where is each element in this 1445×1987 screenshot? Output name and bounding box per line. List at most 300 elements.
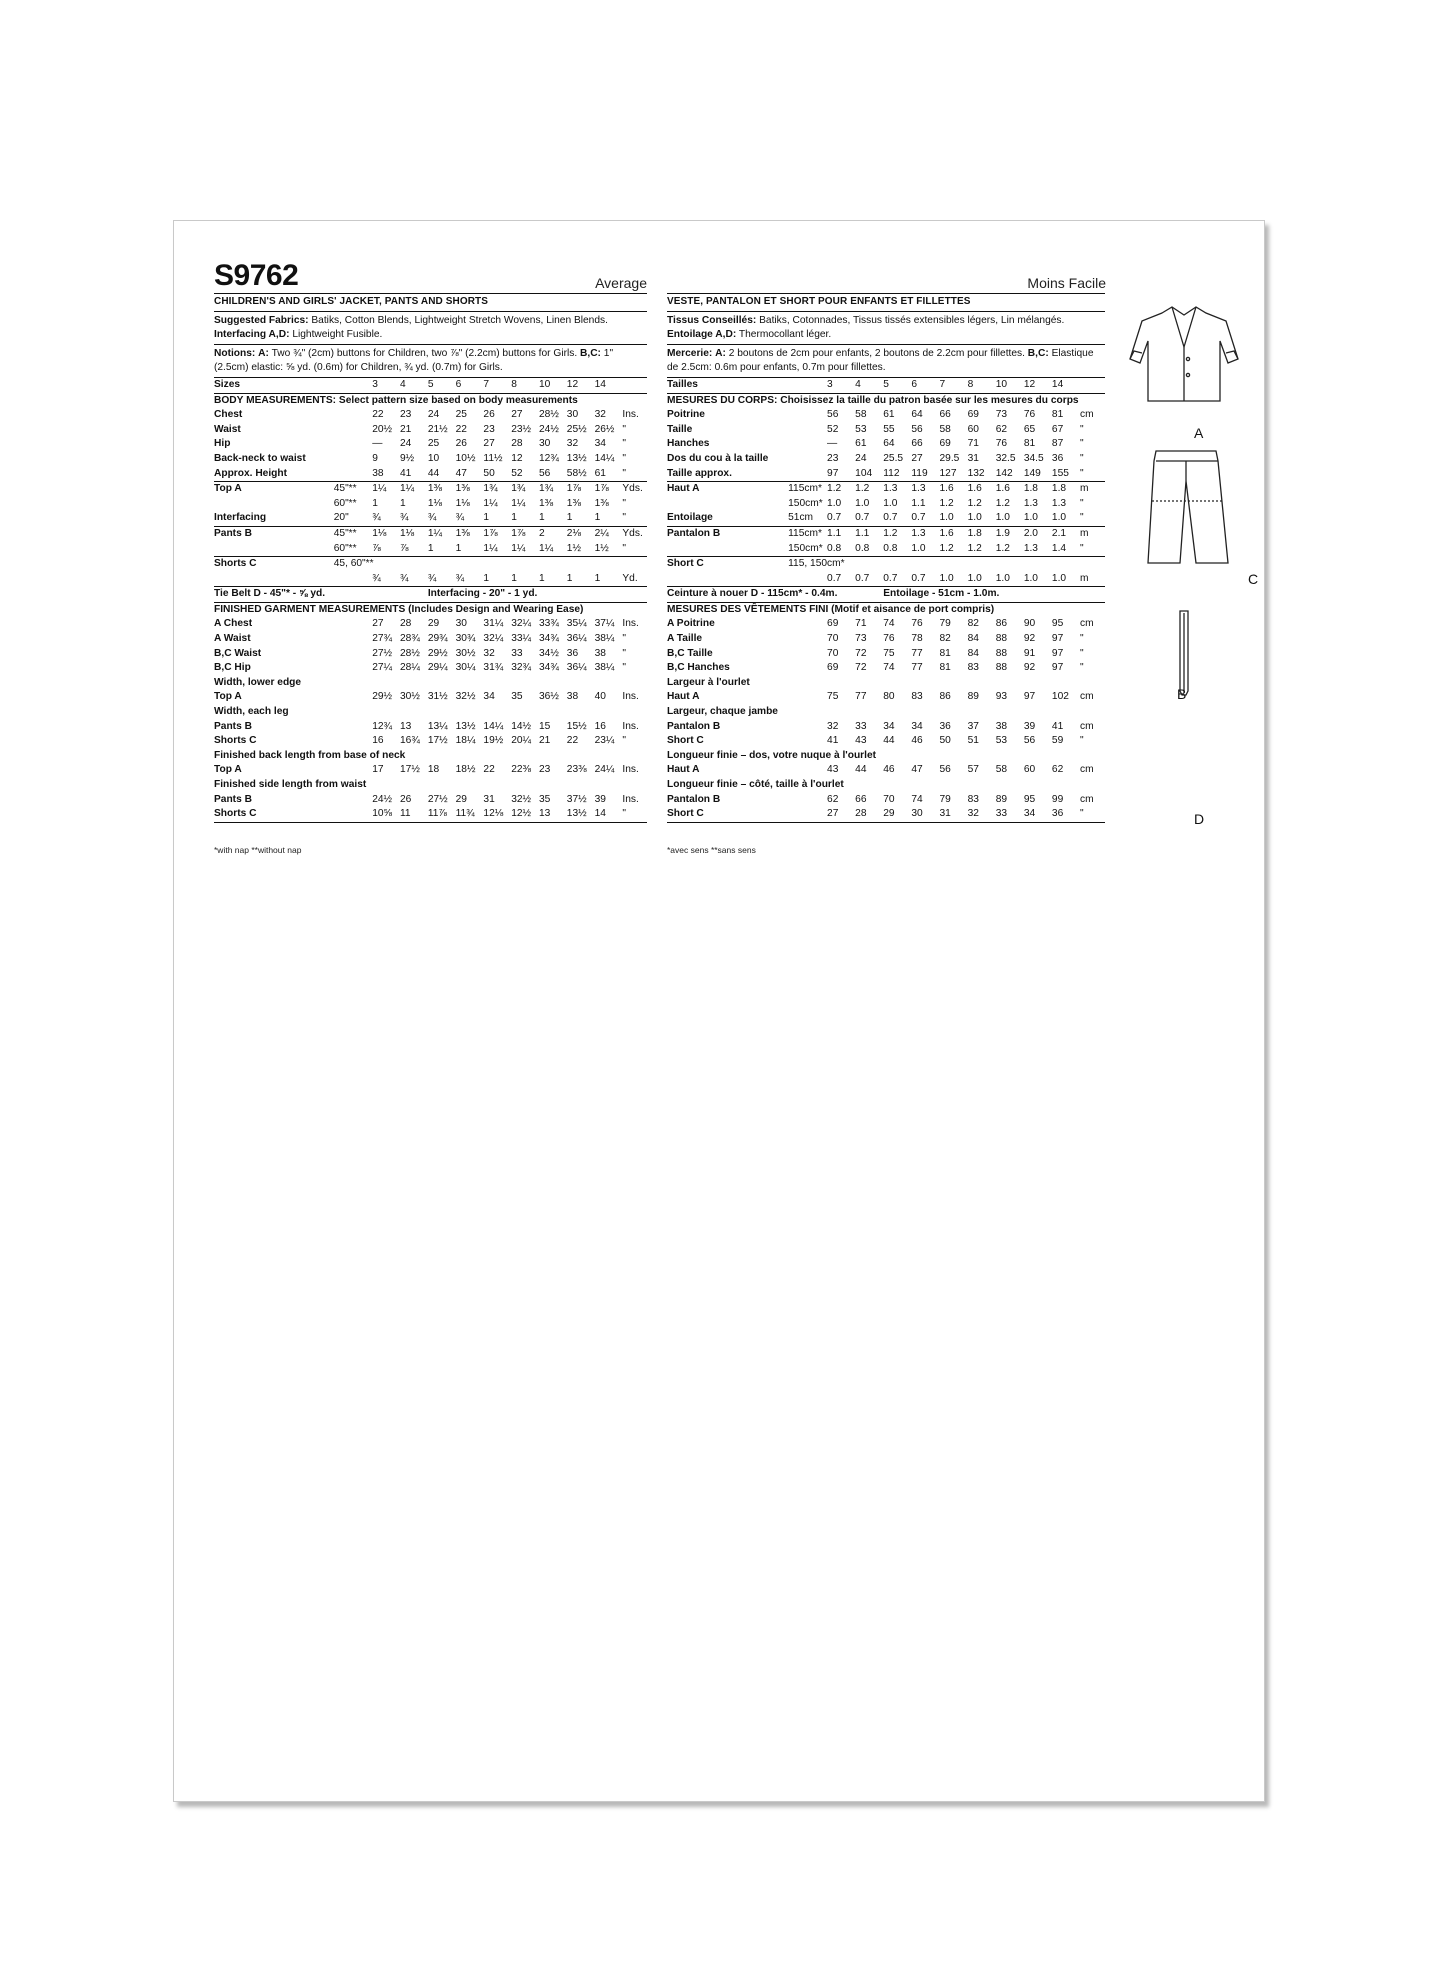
finished-row-value	[567, 676, 595, 691]
yardage-row-label	[214, 497, 334, 512]
notions-a-label: A:	[715, 347, 726, 359]
body-row-value: 21	[400, 423, 412, 435]
finished-row-value: 76	[911, 618, 923, 630]
body-row-value: 24	[400, 438, 412, 450]
finished-row-label: Longueur finie – côté, taille à l'ourlet	[667, 779, 844, 790]
yardage-row	[214, 482, 647, 497]
finished-row	[667, 617, 1105, 632]
body-row-unit: "	[622, 423, 627, 435]
finished-row-value	[968, 749, 996, 764]
body-row-sub	[788, 408, 827, 423]
body-row-value: 23	[400, 409, 412, 421]
finished-row-value: 88	[995, 662, 1008, 674]
yardage-row-label: Pants B	[214, 527, 252, 539]
finished-row-value: 28½	[400, 647, 420, 659]
finished-row-value: 70	[883, 793, 895, 805]
yardage-row-sub: 60"**	[333, 497, 357, 509]
finished-row-value: 31	[939, 808, 951, 820]
finished-row-value: 33	[995, 808, 1008, 820]
finished-row-sub	[788, 734, 827, 749]
yardage-row-unit: "	[622, 542, 627, 554]
finished-row-value: 17½	[400, 764, 420, 776]
body-row	[214, 467, 647, 482]
finished-row-unit: Ins.	[622, 720, 639, 732]
finished-row-value: 13	[539, 808, 551, 820]
finished-row-value: 93	[995, 691, 1008, 703]
finished-row-unit: "	[622, 808, 627, 820]
body-row-value: 66	[939, 409, 951, 421]
body-row-value: 34	[594, 438, 606, 450]
finished-row-value: 33¾	[539, 618, 559, 630]
finished-row-value: 36¼	[566, 662, 587, 674]
finished-row-value: 40	[594, 691, 606, 703]
finished-row	[214, 793, 647, 808]
body-row-value: 30	[566, 409, 579, 421]
finished-row	[214, 690, 647, 705]
finished-row-sub	[788, 720, 827, 735]
yardage-row-label: Haut A	[667, 483, 700, 495]
footnote-english: *with nap **without nap	[214, 844, 302, 855]
finished-row-value: 31¼	[483, 618, 504, 630]
finished-row-value: 41	[827, 735, 839, 747]
body-row-value: 25.5	[883, 452, 904, 464]
finished-row-value: 18½	[455, 764, 476, 776]
yardage-row-label	[214, 542, 334, 557]
yardage-row-unit: "	[622, 497, 627, 509]
finished-row-label: Finished back length from base of neck	[214, 749, 406, 761]
notions-bc-text: 1" (2.5cm) elastic: ⅝ yd. (0.6m) for Children, ¾ yd. (0.7m) for Girls.	[214, 347, 614, 374]
finished-row-value: 97	[1023, 691, 1036, 703]
finished-row	[667, 720, 1105, 735]
finished-row-value: 14½	[511, 720, 532, 732]
yardage-row-value	[456, 557, 484, 572]
yardage-row-value: 1⅜	[566, 497, 581, 509]
finished-row-value: 38	[566, 691, 579, 703]
body-row-sub	[788, 467, 827, 482]
finished-row-value: 30¾	[455, 633, 476, 645]
body-row-unit: "	[1080, 438, 1084, 450]
finished-row-sub	[788, 647, 827, 662]
yardage-row-value: 1¼	[511, 542, 526, 554]
yardage-row-value: 1.0	[939, 512, 954, 524]
yardage-row-value: 1⅜	[455, 527, 470, 539]
finished-row-value: 28¼	[400, 662, 420, 674]
body-row-value: 127	[939, 467, 957, 479]
finished-row-sub	[334, 690, 372, 705]
notions-a-label: A:	[258, 347, 269, 359]
body-row-value: 22	[372, 409, 384, 421]
body-row-value: 65	[1023, 423, 1036, 435]
yardage-row-sub: 45"**	[333, 527, 357, 539]
finished-row	[667, 807, 1105, 822]
finished-row-value: 44	[883, 735, 895, 747]
finished-row-value: 39	[1023, 720, 1036, 732]
finished-row-value	[539, 778, 567, 793]
size-value: 3	[827, 378, 833, 390]
body-row-value: 58	[939, 423, 951, 435]
yardage-row-value: 1¼	[427, 527, 442, 539]
yardage-row-value: 1.2	[995, 542, 1010, 554]
yardage-row-value: 0.8	[855, 542, 870, 554]
body-row-value: 23	[827, 452, 839, 464]
body-row-unit: "	[622, 452, 627, 464]
yardage-row-value: ¾	[372, 512, 381, 524]
finished-row-sub	[334, 705, 372, 720]
finished-row	[667, 734, 1105, 749]
finished-row-sub	[334, 617, 372, 632]
fabrics-label: Tissus Conseillés:	[667, 314, 757, 326]
finished-row-value: 14	[594, 808, 606, 820]
finished-row-unit	[1080, 778, 1105, 793]
yardage-row-value: ⅞	[372, 542, 381, 554]
notions-bc-label: B,C:	[580, 347, 601, 359]
finished-row-sub	[334, 632, 372, 647]
yardage-row-sub	[788, 572, 827, 587]
body-row-value: 81	[1023, 438, 1036, 450]
finished-row-value: 23¼	[594, 735, 615, 747]
body-row-label: Chest	[214, 409, 243, 421]
finished-row-value: 30½	[400, 691, 420, 703]
body-row-sub	[788, 423, 827, 438]
body-row-sub	[788, 452, 827, 467]
french-column	[667, 265, 1105, 857]
yardage-row-value: 2.1	[1051, 527, 1067, 539]
finished-row-value	[511, 705, 539, 720]
yardage-row	[667, 526, 1105, 541]
tie-belt-row	[667, 587, 1105, 603]
yardage-row-value	[883, 557, 911, 572]
view-label-d: D	[1194, 811, 1205, 827]
yardage-row-value: 1¼	[483, 542, 498, 554]
finished-row-value: 46	[911, 735, 923, 747]
finished-row-value	[1024, 705, 1052, 720]
yardage-row-sub: 51cm	[788, 512, 814, 524]
size-value: 7	[939, 378, 946, 390]
yardage-row-value: 1⅞	[594, 483, 609, 495]
body-row-value: 20½	[372, 423, 393, 435]
yardage-row	[667, 511, 1105, 526]
interfacing-text: Lightweight Fusible.	[292, 329, 383, 341]
yardage-row-value: 1.1	[855, 527, 870, 539]
finished-row-value	[911, 705, 939, 720]
finished-row-value: 29	[455, 793, 467, 805]
finished-row-value: 75	[827, 691, 839, 703]
finished-row-value: 23⅜	[566, 764, 587, 776]
finished-row-value	[595, 705, 623, 720]
finished-row-unit: Ins.	[622, 793, 639, 805]
finished-row-value: 32	[827, 720, 839, 732]
finished-row	[667, 749, 1105, 764]
body-heading-row	[667, 393, 1105, 408]
yardage-row-unit: Yds.	[622, 483, 643, 495]
finished-row-value	[855, 778, 883, 793]
body-row-unit: "	[1080, 467, 1084, 479]
body-row-value: 73	[995, 409, 1008, 421]
body-row-label: Approx. Height	[214, 467, 288, 479]
yardage-row-value: ¾	[427, 512, 437, 524]
finished-row-unit: cm	[1080, 691, 1094, 703]
finished-row-value: 35	[539, 793, 551, 805]
yardage-row-value: ¾	[372, 572, 381, 584]
finished-row-value	[939, 676, 967, 691]
difficulty-french: Moins Facile	[1027, 275, 1106, 291]
finished-row-unit: "	[1080, 662, 1084, 674]
yardage-row-value: 1.1	[827, 527, 842, 539]
finished-row-value: 99	[1051, 793, 1064, 805]
yardage-row-value: 1.0	[1051, 512, 1067, 524]
finished-row-unit	[622, 749, 647, 764]
body-row	[667, 452, 1105, 467]
size-value: 10	[539, 378, 551, 390]
sizes-spacer	[334, 377, 372, 393]
finished-row-value	[911, 676, 939, 691]
body-row-value: 62	[995, 423, 1008, 435]
yardage-row-value: ⅞	[400, 542, 409, 554]
finished-row-unit	[1080, 749, 1105, 764]
body-row-unit: "	[1080, 423, 1084, 435]
measurement-table-french	[667, 377, 1105, 823]
body-row-unit: "	[1080, 452, 1084, 464]
yardage-row-value: 1.6	[939, 483, 954, 495]
finished-row-value: 18¼	[455, 735, 476, 747]
sizes-unit	[622, 377, 647, 393]
finished-row	[667, 647, 1105, 662]
finished-row-sub	[788, 632, 827, 647]
yardage-row	[667, 572, 1105, 587]
yardage-row-value: 1	[372, 497, 378, 509]
finished-row-value: 32¼	[483, 633, 504, 645]
yardage-row	[214, 572, 647, 587]
finished-row-value: 97	[1051, 647, 1064, 659]
finished-row-value	[372, 705, 400, 720]
yardage-row-value: 1.8	[1051, 483, 1067, 495]
finished-row-sub	[334, 807, 372, 822]
body-row-value: 29.5	[939, 452, 960, 464]
body-row-value: 21½	[427, 423, 448, 435]
finished-row-value: 86	[995, 618, 1008, 630]
yardage-row-unit: "	[1080, 542, 1084, 554]
finished-row-value	[372, 676, 400, 691]
finished-row-value: 22	[483, 764, 495, 776]
finished-row-value: 89	[967, 691, 979, 703]
finished-row-label: Short C	[667, 808, 704, 820]
finished-row-value: 13	[400, 720, 412, 732]
yardage-row-unit: m	[1080, 527, 1089, 539]
yardage-row-value: 1.8	[1023, 483, 1038, 495]
finished-row-value	[428, 705, 456, 720]
pattern-number: S9762	[214, 259, 299, 292]
finished-row-value: 36¼	[566, 633, 587, 645]
body-row-value: 149	[1023, 467, 1041, 479]
yardage-row-value: 1.8	[967, 527, 982, 539]
pants-b-drawing	[1148, 451, 1228, 563]
body-row	[667, 423, 1105, 438]
body-row-value: 81	[1051, 409, 1064, 421]
finished-row-value: 62	[827, 793, 839, 805]
yardage-row-value	[483, 557, 511, 572]
yardage-row-value: ¾	[427, 572, 437, 584]
finished-row-value: 17	[372, 764, 384, 776]
finished-row-value: 70	[827, 633, 839, 645]
body-row	[214, 408, 647, 423]
finished-row-value: 30	[455, 618, 467, 630]
yardage-row-value: 1¼	[372, 483, 387, 495]
tie-belt-text: Tie Belt D - 45"* - ⅝ yd.	[214, 588, 326, 600]
finished-row-value: 76	[883, 633, 895, 645]
finished-row-value: 81	[939, 647, 951, 659]
finished-row-value	[483, 705, 511, 720]
finished-row-label: A Waist	[214, 633, 251, 645]
finished-row-value: 97	[1051, 662, 1064, 674]
finished-row-value	[456, 705, 484, 720]
finished-row-value: 31½	[427, 691, 448, 703]
size-value: 6	[911, 378, 918, 390]
body-measurements-heading: BODY MEASUREMENTS: Select pattern size based on body measurements	[214, 394, 578, 406]
yardage-row-value: 1	[427, 542, 434, 554]
body-row-value: 64	[911, 409, 923, 421]
body-row-value: 24	[855, 452, 867, 464]
finished-row-value: 82	[939, 633, 951, 645]
finished-row-value: 79	[939, 618, 951, 630]
body-row-value: 155	[1051, 467, 1069, 479]
finished-row-value: 32¼	[511, 618, 532, 630]
finished-row-value	[483, 676, 511, 691]
finished-row-value	[456, 749, 484, 764]
finished-row-label: Top A	[214, 691, 242, 703]
finished-row	[214, 617, 647, 632]
body-row-value: 53	[855, 423, 867, 435]
body-row-value: 9	[372, 452, 378, 464]
yardage-row-value: 0.8	[827, 542, 842, 554]
technical-drawings	[1114, 301, 1259, 827]
finished-row-value: 84	[967, 633, 979, 645]
yardage-row-value: 1	[455, 542, 462, 554]
yardage-row-value: 1⅜	[427, 483, 442, 495]
finished-row-sub	[334, 720, 372, 735]
finished-row	[667, 705, 1105, 720]
body-row-value: 56	[539, 467, 551, 479]
finished-row-value	[567, 778, 595, 793]
finished-row-value: 16	[372, 735, 384, 747]
body-row-sub	[334, 408, 372, 423]
body-row-label: Back-neck to waist	[214, 452, 306, 464]
finished-row-value: 12⅛	[483, 808, 504, 820]
finished-row-value: 32½	[511, 793, 532, 805]
finished-row-value	[567, 749, 595, 764]
finished-row-value: 36½	[539, 691, 559, 703]
yardage-row-value: 1.0	[911, 542, 926, 554]
body-row-value: 13½	[566, 452, 587, 464]
yardage-row-value: 1.9	[995, 527, 1010, 539]
finished-row-value: 17½	[427, 735, 448, 747]
yardage-row-value: 1.0	[967, 572, 982, 584]
yardage-row-value: 1	[511, 572, 517, 584]
finished-row-sub	[334, 793, 372, 808]
finished-row-value: 38	[995, 720, 1008, 732]
finished-row-value: 37½	[566, 793, 587, 805]
finished-row-sub	[334, 763, 372, 778]
body-row-value: 27	[911, 452, 923, 464]
yardage-row-value: 0.7	[855, 512, 870, 524]
finished-row-value: 11¾	[455, 808, 475, 820]
yardage-row-value: 1.0	[827, 497, 842, 509]
yardage-row-value: 1.2	[883, 527, 898, 539]
yardage-row-label: Interfacing	[214, 512, 267, 524]
view-label-b: B	[1177, 686, 1187, 702]
finished-row-value: 28	[855, 808, 867, 820]
finished-row-value: 35¼	[566, 618, 587, 630]
finished-row-value	[883, 676, 911, 691]
finished-row-value	[400, 778, 428, 793]
finished-row-value: 95	[1051, 618, 1064, 630]
finished-row	[214, 734, 647, 749]
finished-row-value	[1052, 705, 1080, 720]
yardage-row-value: 1⅛	[427, 497, 442, 509]
yardage-row	[214, 542, 647, 557]
yardage-row-value: 1.6	[939, 527, 954, 539]
yardage-row-value: 1¼	[511, 497, 526, 509]
body-row-value: 32.5	[995, 452, 1016, 464]
finished-row-value: 71	[855, 618, 867, 630]
finished-row-value: 83	[967, 793, 979, 805]
body-row	[214, 452, 647, 467]
finished-row	[214, 661, 647, 676]
finished-row-value: 22	[566, 735, 579, 747]
yardage-row-value: ¾	[455, 572, 465, 584]
finished-row-value	[539, 676, 567, 691]
tie-belt-row	[214, 587, 647, 603]
body-row-value: 22	[455, 423, 467, 435]
body-row-label: Hip	[214, 438, 231, 450]
finished-row-value: 30	[911, 808, 923, 820]
finished-row-value: 74	[911, 793, 923, 805]
yardage-row-value: 1.3	[911, 483, 926, 495]
yardage-row-value: 0.7	[883, 512, 898, 524]
yardage-row-value: ¾	[400, 512, 409, 524]
yardage-row-value: 1⅜	[594, 497, 609, 509]
yardage-row-value: 1	[483, 572, 490, 584]
finished-row-value: 43	[827, 764, 839, 776]
finished-row-value: 33	[855, 720, 867, 732]
garment-line-art	[1114, 301, 1254, 721]
yardage-row-value	[911, 557, 939, 572]
finished-row-value	[511, 676, 539, 691]
yardage-row-value: 1	[400, 497, 406, 509]
finished-row-value	[911, 749, 939, 764]
body-row-value: 23	[483, 423, 495, 435]
footnote-french: *avec sens **sans sens	[667, 844, 756, 855]
yardage-row-value: 1⅛	[455, 497, 470, 509]
finished-row-label: Short C	[667, 735, 704, 747]
yardage-row-value: 1⅛	[372, 527, 387, 539]
finished-row-label: A Poitrine	[667, 618, 715, 630]
body-row-sub	[334, 467, 372, 482]
body-row	[214, 423, 647, 438]
interfacing-label: Entoilage A,D:	[667, 329, 737, 341]
finished-row-value	[855, 676, 883, 691]
body-row-value: 56	[911, 423, 923, 435]
body-row-value: 119	[911, 467, 928, 479]
finished-row-value: 35	[511, 691, 523, 703]
notions-bc-label: B,C:	[1027, 347, 1049, 359]
fabrics-text: Batiks, Cotton Blends, Lightweight Stretch Wovens, Linen Blends.	[311, 314, 608, 326]
yardage-row	[667, 482, 1105, 497]
sizes-label: Sizes	[214, 378, 241, 390]
pattern-title-english: CHILDREN'S AND GIRLS' JACKET, PANTS AND SHORTS	[214, 293, 647, 312]
finished-row-value	[511, 778, 539, 793]
notions-english	[214, 344, 647, 377]
finished-row-value	[539, 749, 567, 764]
